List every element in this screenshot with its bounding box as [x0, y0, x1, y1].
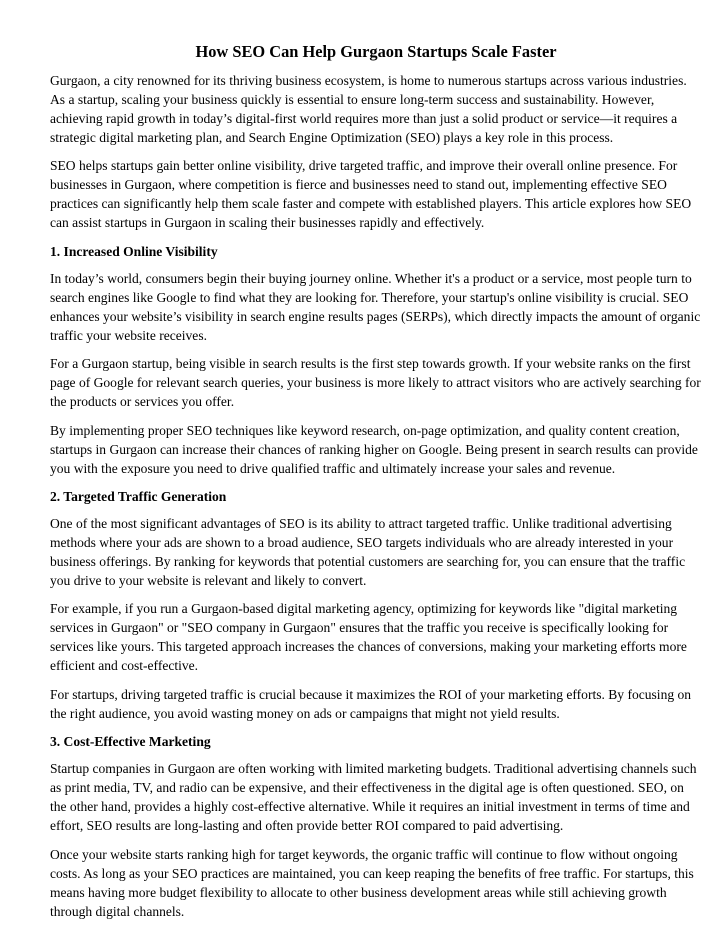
- section-1-paragraph-1: In today’s world, consumers begin their buying journey online. Whether it's a product or a service, most people turn to search engines like Google to find what they are looking for. Therefore, your startup's online visibility is crucial. SEO enhances your website’s visibility in search engine results pages (SERPs), which directly impacts the amount of organic traffic your website receives.: [50, 270, 701, 343]
- section-2-paragraph-3: For startups, driving targeted traffic is crucial because it maximizes the ROI of your marketing efforts. By focusing on the right audience, you avoid wasting money on ads or campaigns that might not yield results.: [50, 686, 692, 721]
- intro-paragraph-1: Gurgaon, a city renowned for its thriving business ecosystem, is home to numerous startups across various industries. As a startup, scaling your business quickly is essential to ensure long-term success and sustainability. However, achieving rapid growth in today’s digital-first world requires more than just a solid product or service—it requires a strategic digital marketing plan, and Search Engine Optimization (SEO) plays a key role in this process.: [50, 73, 687, 145]
- document-title: How SEO Can Help Gurgaon Startups Scale Faster: [195, 42, 557, 61]
- section-2-paragraph-2: For example, if you run a Gurgaon-based digital marketing agency, optimizing for keywords like "digital marketing services in Gurgaon" or "SEO company in Gurgaon" ensures that the traffic you receive is specifically looking for services like yours. This targeted approach increases the chances of conversions, making your marketing efforts more efficient and cost-effective.: [50, 601, 687, 674]
- section-heading-cost-effective: 3. Cost-Effective Marketing: [50, 734, 211, 750]
- intro-paragraph-2: SEO helps startups gain better online visibility, drive targeted traffic, and improve their overall online presence. For businesses in Gurgaon, where competition is fierce and businesses need to stand out, implementing effective SEO practices can significantly help them scale faster and compete with established players. This article explores how SEO can assist startups in Gurgaon in scaling their businesses rapidly and effectively.: [50, 158, 692, 231]
- section-1-paragraph-3: By implementing proper SEO techniques like keyword research, on-page optimization, and quality content creation, startups in Gurgaon can increase their chances of ranking higher on Google. Being present in search results can provide you with the exposure you need to drive qualified traffic and ultimately increase your sales and revenue.: [50, 422, 698, 476]
- section-heading-targeted-traffic: 2. Targeted Traffic Generation: [50, 488, 227, 504]
- section-2-paragraph-1: One of the most significant advantages of SEO is its ability to attract targeted traffic. Unlike traditional advertising methods where your ads are shown to a broad audience, SEO targets individuals who are already interested in your business offerings. By ranking for keywords that potential customers are searching for, you can ensure that the traffic you drive to your website is relevant and likely to convert.: [50, 515, 686, 588]
- section-3-paragraph-1: Startup companies in Gurgaon are often working with limited marketing budgets. Traditional advertising channels such as print media, TV, and radio can be expensive, and their effectiveness in the digital age is often questioned. SEO, on the other hand, provides a highly cost-effective alternative. While it requires an initial investment in terms of time and effort, SEO results are long-lasting and often provide better ROI compared to paid advertising.: [50, 761, 697, 834]
- document-page: [50, 42, 702, 930]
- section-3-paragraph-2: Once your website starts ranking high for target keywords, the organic traffic will continue to flow without ongoing costs. As long as your SEO practices are maintained, you can keep reaping the benefits of free traffic. For startups, this means having more budget flexibility to allocate to other business development areas while still achieving growth through digital channels.: [50, 846, 694, 919]
- section-1-paragraph-2: For a Gurgaon startup, being visible in search results is the first step towards growth. If your website ranks on the first page of Google for relevant search queries, your business is more likely to attract visitors who are actively searching for the products or services you offer.: [50, 356, 701, 410]
- section-heading-visibility: 1. Increased Online Visibility: [50, 243, 218, 259]
